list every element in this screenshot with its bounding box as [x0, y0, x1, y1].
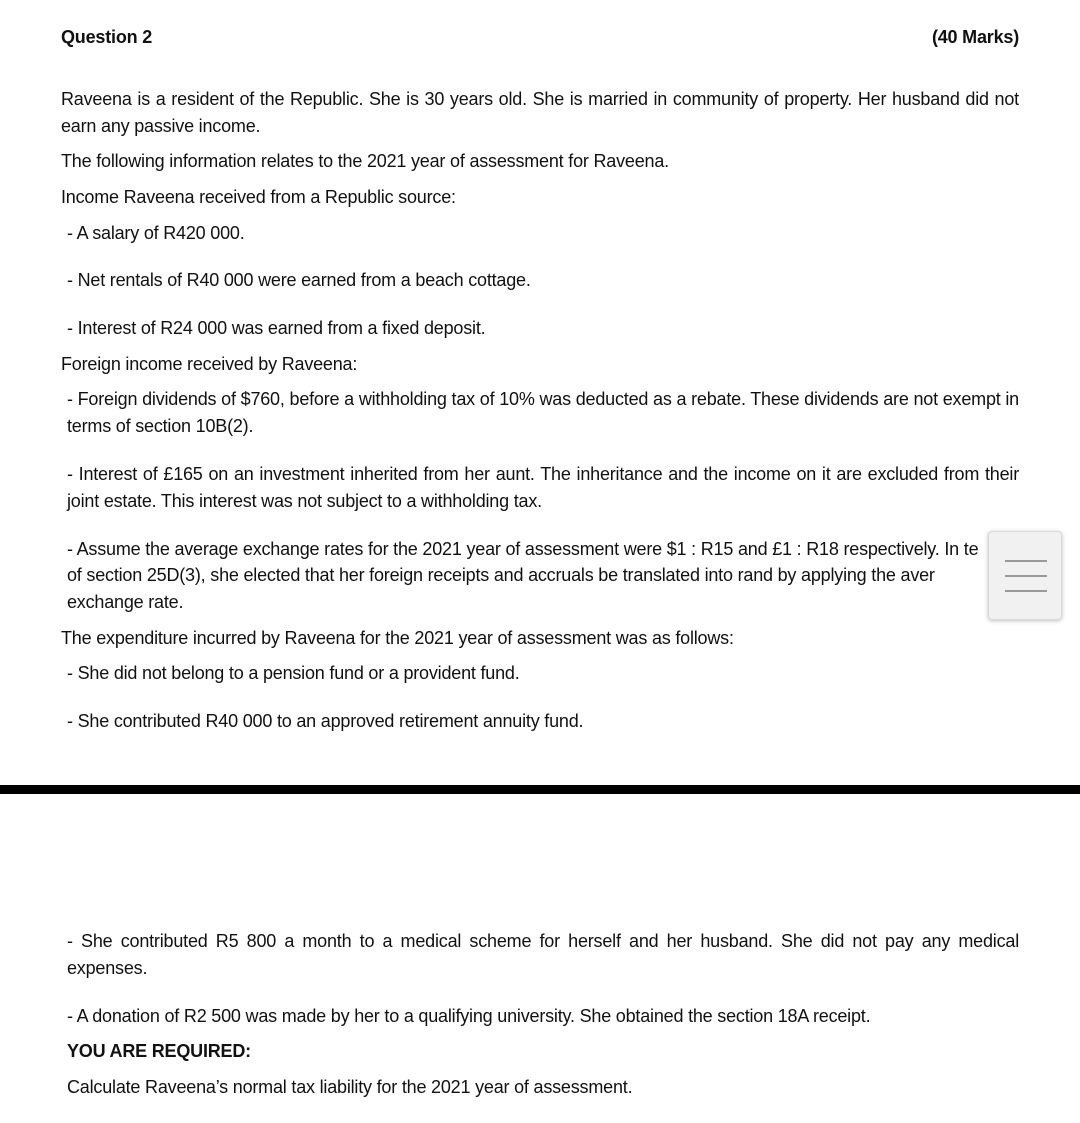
list-item: - She did not belong to a pension fund or a provident fund. [67, 663, 520, 683]
exchange-rate-line: of section 25D(3), she elected that her foreign receipts and accruals be translated into rand by applying the aver [67, 565, 935, 585]
foreign-income-heading: Foreign income received by Raveena: [61, 354, 358, 374]
required-heading: YOU ARE REQUIRED: [67, 1041, 251, 1061]
list-item: - She contributed R5 800 a month to a medical scheme for herself and her husband. She did not pay any medical expenses. [67, 931, 1019, 978]
list-item: - Foreign dividends of $760, before a withholding tax of 10% was deducted as a rebate. These dividends are not exempt in terms of section 10B(2). [67, 389, 1019, 436]
page-divider [0, 785, 1080, 794]
list-item: - Net rentals of R40 000 were earned from a beach cottage. [67, 270, 531, 290]
intro-paragraph: Raveena is a resident of the Republic. She is 30 years old. She is married in community of property. Her husband did not earn any passive income. [61, 89, 1019, 136]
list-item: - Interest of £165 on an investment inherited from her aunt. The inheritance and the income on it are excluded from their joint estate. This interest was not subject to a withholding tax. [67, 464, 1019, 511]
question-marks: (40 Marks) [931, 27, 1019, 47]
list-item: - A donation of R2 500 was made by her to a qualifying university. She obtained the section 18A receipt. [67, 1006, 871, 1026]
assessment-year-line: The following information relates to the 2021 year of assessment for Raveena. [61, 151, 669, 171]
expenditure-heading: The expenditure incurred by Raveena for the 2021 year of assessment was as follows: [61, 628, 734, 648]
question-title: Question 2 [61, 27, 153, 47]
exchange-rate-line: - Assume the average exchange rates for the 2021 year of assessment were $1 : R15 and £1 : R18 respectively. In te [67, 539, 979, 559]
list-item: - She contributed R40 000 to an approved retirement annuity fund. [67, 711, 584, 731]
required-text: Calculate Raveena’s normal tax liability for the 2021 year of assessment. [67, 1077, 633, 1097]
exchange-rate-line: exchange rate. [67, 592, 184, 612]
republic-income-heading: Income Raveena received from a Republic source: [61, 187, 456, 207]
list-item: - Interest of R24 000 was earned from a fixed deposit. [67, 318, 486, 338]
scroll-handle[interactable] [988, 531, 1062, 620]
list-item: - A salary of R420 000. [67, 223, 245, 243]
page-bottom [0, 794, 1080, 1123]
